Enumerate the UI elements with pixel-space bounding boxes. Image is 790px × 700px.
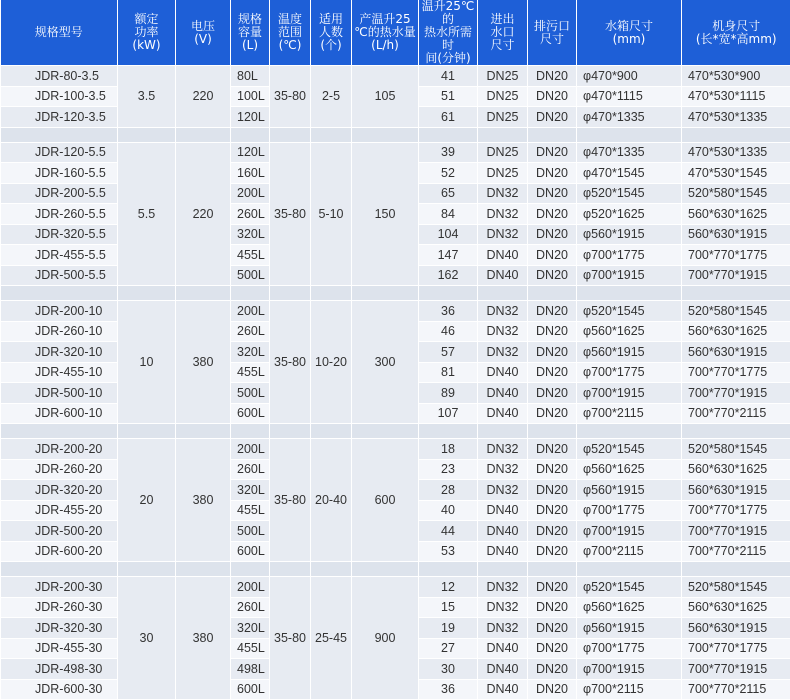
separator-cell	[478, 424, 528, 439]
inlet-size-cell: DN32	[478, 459, 528, 480]
model-cell: JDR-600-10	[1, 403, 118, 424]
tank-size-cell: φ560*1915	[577, 480, 682, 501]
inlet-size-cell: DN40	[478, 541, 528, 562]
capacity-cell: 320L	[231, 618, 270, 639]
tank-size-cell: φ700*1775	[577, 638, 682, 659]
capacity-cell: 500L	[231, 265, 270, 286]
column-header: 温升25℃的 热水所需时 间(分钟)	[419, 0, 478, 66]
separator-cell	[176, 562, 231, 577]
inlet-size-cell: DN40	[478, 362, 528, 383]
model-cell: JDR-600-20	[1, 541, 118, 562]
model-cell: JDR-320-10	[1, 342, 118, 363]
capacity-cell: 500L	[231, 521, 270, 542]
body-size-cell: 470*530*900	[682, 66, 790, 87]
model-cell: JDR-200-20	[1, 439, 118, 460]
column-header: 规格 容量 (L)	[231, 0, 270, 66]
heat-time-cell: 36	[419, 301, 478, 322]
tank-size-cell: φ700*2115	[577, 403, 682, 424]
model-cell: JDR-455-10	[1, 362, 118, 383]
inlet-size-cell: DN32	[478, 204, 528, 225]
flow-cell: 600	[352, 439, 419, 562]
separator-cell	[682, 562, 790, 577]
inlet-size-cell: DN32	[478, 439, 528, 460]
drain-size-cell: DN20	[528, 439, 577, 460]
temp-range-cell: 35-80	[270, 301, 311, 424]
tank-size-cell: φ560*1915	[577, 618, 682, 639]
capacity-cell: 200L	[231, 577, 270, 598]
inlet-size-cell: DN40	[478, 265, 528, 286]
heat-time-cell: 84	[419, 204, 478, 225]
inlet-size-cell: DN40	[478, 521, 528, 542]
model-cell: JDR-260-5.5	[1, 204, 118, 225]
body-size-cell: 700*770*1775	[682, 245, 790, 266]
temp-range-cell: 35-80	[270, 577, 311, 700]
drain-size-cell: DN20	[528, 163, 577, 184]
separator-cell	[478, 127, 528, 142]
column-header: 水箱尺寸 (mm)	[577, 0, 682, 66]
model-cell: JDR-498-30	[1, 659, 118, 680]
model-cell: JDR-260-30	[1, 597, 118, 618]
people-cell: 20-40	[311, 439, 352, 562]
body-size-cell: 560*630*1625	[682, 204, 790, 225]
tank-size-cell: φ470*1545	[577, 163, 682, 184]
heat-time-cell: 23	[419, 459, 478, 480]
people-cell: 2-5	[311, 66, 352, 128]
drain-size-cell: DN20	[528, 183, 577, 204]
capacity-cell: 80L	[231, 66, 270, 87]
voltage-cell: 220	[176, 66, 231, 128]
inlet-size-cell: DN40	[478, 679, 528, 700]
column-header: 额定 功率 (kW)	[118, 0, 176, 66]
heat-time-cell: 52	[419, 163, 478, 184]
heat-time-cell: 162	[419, 265, 478, 286]
model-cell: JDR-160-5.5	[1, 163, 118, 184]
tank-size-cell: φ520*1545	[577, 577, 682, 598]
tank-size-cell: φ700*1775	[577, 500, 682, 521]
drain-size-cell: DN20	[528, 577, 577, 598]
separator-cell	[419, 424, 478, 439]
model-cell: JDR-455-20	[1, 500, 118, 521]
body-size-cell: 700*770*2115	[682, 403, 790, 424]
drain-size-cell: DN20	[528, 521, 577, 542]
heat-time-cell: 27	[419, 638, 478, 659]
inlet-size-cell: DN32	[478, 480, 528, 501]
capacity-cell: 600L	[231, 679, 270, 700]
separator-cell	[528, 424, 577, 439]
separator-cell	[231, 562, 270, 577]
separator-cell	[1, 562, 118, 577]
power-cell: 30	[118, 577, 176, 700]
heat-time-cell: 51	[419, 86, 478, 107]
drain-size-cell: DN20	[528, 383, 577, 404]
heat-time-cell: 30	[419, 659, 478, 680]
tank-size-cell: φ700*1915	[577, 265, 682, 286]
capacity-cell: 600L	[231, 541, 270, 562]
table-row	[1, 439, 790, 460]
tank-size-cell: φ700*1775	[577, 245, 682, 266]
inlet-size-cell: DN40	[478, 245, 528, 266]
column-header: 适用 人数 (个)	[311, 0, 352, 66]
column-header: 进出 水口 尺寸	[478, 0, 528, 66]
table-row	[1, 301, 790, 322]
heat-time-cell: 28	[419, 480, 478, 501]
tank-size-cell: φ520*1545	[577, 439, 682, 460]
drain-size-cell: DN20	[528, 459, 577, 480]
drain-size-cell: DN20	[528, 245, 577, 266]
body-size-cell: 700*770*1915	[682, 521, 790, 542]
body-size-cell: 560*630*1915	[682, 618, 790, 639]
model-cell: JDR-200-30	[1, 577, 118, 598]
temp-range-cell: 35-80	[270, 66, 311, 128]
separator-cell	[118, 424, 176, 439]
separator-cell	[528, 127, 577, 142]
separator-cell	[270, 127, 311, 142]
body-size-cell: 520*580*1545	[682, 183, 790, 204]
body-size-cell: 560*630*1915	[682, 224, 790, 245]
separator-cell	[478, 286, 528, 301]
capacity-cell: 320L	[231, 224, 270, 245]
body-size-cell: 560*630*1625	[682, 321, 790, 342]
tank-size-cell: φ560*1915	[577, 224, 682, 245]
heat-time-cell: 41	[419, 66, 478, 87]
drain-size-cell: DN20	[528, 301, 577, 322]
inlet-size-cell: DN32	[478, 577, 528, 598]
capacity-cell: 455L	[231, 638, 270, 659]
model-cell: JDR-500-20	[1, 521, 118, 542]
column-header: 规格型号	[1, 0, 118, 66]
model-cell: JDR-100-3.5	[1, 86, 118, 107]
separator-cell	[176, 286, 231, 301]
heat-time-cell: 19	[419, 618, 478, 639]
model-cell: JDR-600-30	[1, 679, 118, 700]
tank-size-cell: φ700*2115	[577, 541, 682, 562]
inlet-size-cell: DN25	[478, 163, 528, 184]
heat-time-cell: 12	[419, 577, 478, 598]
heat-time-cell: 61	[419, 107, 478, 128]
drain-size-cell: DN20	[528, 86, 577, 107]
separator-cell	[577, 286, 682, 301]
inlet-size-cell: DN32	[478, 224, 528, 245]
drain-size-cell: DN20	[528, 500, 577, 521]
group-separator	[1, 562, 790, 577]
people-cell: 5-10	[311, 142, 352, 286]
separator-cell	[682, 424, 790, 439]
separator-cell	[352, 562, 419, 577]
tank-size-cell: φ700*1915	[577, 521, 682, 542]
separator-cell	[1, 286, 118, 301]
drain-size-cell: DN20	[528, 541, 577, 562]
tank-size-cell: φ520*1625	[577, 204, 682, 225]
power-cell: 5.5	[118, 142, 176, 286]
capacity-cell: 600L	[231, 403, 270, 424]
heat-time-cell: 46	[419, 321, 478, 342]
tank-size-cell: φ700*2115	[577, 679, 682, 700]
heat-time-cell: 107	[419, 403, 478, 424]
separator-cell	[311, 562, 352, 577]
heat-time-cell: 89	[419, 383, 478, 404]
capacity-cell: 455L	[231, 362, 270, 383]
heat-time-cell: 65	[419, 183, 478, 204]
model-cell: JDR-260-10	[1, 321, 118, 342]
body-size-cell: 560*630*1915	[682, 342, 790, 363]
separator-cell	[118, 286, 176, 301]
inlet-size-cell: DN25	[478, 86, 528, 107]
tank-size-cell: φ470*1335	[577, 142, 682, 163]
separator-cell	[419, 127, 478, 142]
drain-size-cell: DN20	[528, 679, 577, 700]
group-separator	[1, 424, 790, 439]
column-header: 温度 范围 (℃)	[270, 0, 311, 66]
power-cell: 3.5	[118, 66, 176, 128]
tank-size-cell: φ700*1775	[577, 362, 682, 383]
heat-time-cell: 18	[419, 439, 478, 460]
inlet-size-cell: DN40	[478, 659, 528, 680]
heat-time-cell: 53	[419, 541, 478, 562]
inlet-size-cell: DN32	[478, 301, 528, 322]
drain-size-cell: DN20	[528, 107, 577, 128]
model-cell: JDR-455-5.5	[1, 245, 118, 266]
separator-cell	[419, 286, 478, 301]
model-cell: JDR-320-20	[1, 480, 118, 501]
body-size-cell: 470*530*1335	[682, 107, 790, 128]
separator-cell	[478, 562, 528, 577]
drain-size-cell: DN20	[528, 480, 577, 501]
temp-range-cell: 35-80	[270, 439, 311, 562]
tank-size-cell: φ560*1625	[577, 597, 682, 618]
separator-cell	[352, 127, 419, 142]
voltage-cell: 380	[176, 301, 231, 424]
separator-cell	[419, 562, 478, 577]
tank-size-cell: φ470*1115	[577, 86, 682, 107]
separator-cell	[311, 424, 352, 439]
capacity-cell: 200L	[231, 301, 270, 322]
capacity-cell: 200L	[231, 439, 270, 460]
body-size-cell: 700*770*1775	[682, 362, 790, 383]
heat-time-cell: 15	[419, 597, 478, 618]
column-header: 排污口 尺寸	[528, 0, 577, 66]
heat-time-cell: 147	[419, 245, 478, 266]
separator-cell	[118, 127, 176, 142]
drain-size-cell: DN20	[528, 342, 577, 363]
separator-cell	[577, 424, 682, 439]
body-size-cell: 700*770*1775	[682, 638, 790, 659]
heat-time-cell: 44	[419, 521, 478, 542]
heat-time-cell: 81	[419, 362, 478, 383]
tank-size-cell: φ470*1335	[577, 107, 682, 128]
model-cell: JDR-500-5.5	[1, 265, 118, 286]
inlet-size-cell: DN32	[478, 342, 528, 363]
power-cell: 20	[118, 439, 176, 562]
heat-time-cell: 39	[419, 142, 478, 163]
tank-size-cell: φ470*900	[577, 66, 682, 87]
people-cell: 25-45	[311, 577, 352, 700]
voltage-cell: 380	[176, 439, 231, 562]
body-size-cell: 700*770*1915	[682, 383, 790, 404]
tank-size-cell: φ700*1915	[577, 383, 682, 404]
capacity-cell: 260L	[231, 321, 270, 342]
separator-cell	[352, 286, 419, 301]
inlet-size-cell: DN25	[478, 66, 528, 87]
tank-size-cell: φ520*1545	[577, 183, 682, 204]
inlet-size-cell: DN32	[478, 183, 528, 204]
heat-time-cell: 36	[419, 679, 478, 700]
column-header: 产温升25 ℃的热水量 (L/h)	[352, 0, 419, 66]
model-cell: JDR-320-30	[1, 618, 118, 639]
drain-size-cell: DN20	[528, 362, 577, 383]
separator-cell	[270, 424, 311, 439]
capacity-cell: 498L	[231, 659, 270, 680]
capacity-cell: 455L	[231, 500, 270, 521]
model-cell: JDR-200-10	[1, 301, 118, 322]
voltage-cell: 220	[176, 142, 231, 286]
separator-cell	[682, 127, 790, 142]
separator-cell	[352, 424, 419, 439]
model-cell: JDR-200-5.5	[1, 183, 118, 204]
model-cell: JDR-500-10	[1, 383, 118, 404]
table-row	[1, 577, 790, 598]
flow-cell: 105	[352, 66, 419, 128]
body-size-cell: 700*770*1915	[682, 659, 790, 680]
capacity-cell: 120L	[231, 142, 270, 163]
capacity-cell: 200L	[231, 183, 270, 204]
separator-cell	[176, 424, 231, 439]
capacity-cell: 100L	[231, 86, 270, 107]
separator-cell	[528, 562, 577, 577]
capacity-cell: 320L	[231, 480, 270, 501]
body-size-cell: 700*770*1915	[682, 265, 790, 286]
inlet-size-cell: DN25	[478, 107, 528, 128]
body-size-cell: 700*770*2115	[682, 679, 790, 700]
model-cell: JDR-80-3.5	[1, 66, 118, 87]
drain-size-cell: DN20	[528, 224, 577, 245]
drain-size-cell: DN20	[528, 659, 577, 680]
tank-size-cell: φ560*1915	[577, 342, 682, 363]
body-size-cell: 520*580*1545	[682, 301, 790, 322]
body-size-cell: 470*530*1545	[682, 163, 790, 184]
inlet-size-cell: DN32	[478, 597, 528, 618]
body-size-cell: 560*630*1625	[682, 459, 790, 480]
heat-time-cell: 57	[419, 342, 478, 363]
drain-size-cell: DN20	[528, 204, 577, 225]
tank-size-cell: φ700*1915	[577, 659, 682, 680]
capacity-cell: 260L	[231, 459, 270, 480]
body-size-cell: 560*630*1625	[682, 597, 790, 618]
flow-cell: 900	[352, 577, 419, 700]
separator-cell	[311, 286, 352, 301]
drain-size-cell: DN20	[528, 66, 577, 87]
capacity-cell: 455L	[231, 245, 270, 266]
model-cell: JDR-320-5.5	[1, 224, 118, 245]
separator-cell	[1, 127, 118, 142]
drain-size-cell: DN20	[528, 321, 577, 342]
flow-cell: 300	[352, 301, 419, 424]
separator-cell	[528, 286, 577, 301]
tank-size-cell: φ560*1625	[577, 321, 682, 342]
separator-cell	[311, 127, 352, 142]
drain-size-cell: DN20	[528, 597, 577, 618]
capacity-cell: 500L	[231, 383, 270, 404]
separator-cell	[682, 286, 790, 301]
model-cell: JDR-120-5.5	[1, 142, 118, 163]
inlet-size-cell: DN25	[478, 142, 528, 163]
separator-cell	[577, 127, 682, 142]
inlet-size-cell: DN40	[478, 638, 528, 659]
drain-size-cell: DN20	[528, 618, 577, 639]
model-cell: JDR-455-30	[1, 638, 118, 659]
group-separator	[1, 127, 790, 142]
separator-cell	[270, 562, 311, 577]
column-header: 电压 (V)	[176, 0, 231, 66]
table-body	[1, 66, 790, 700]
body-size-cell: 700*770*2115	[682, 541, 790, 562]
table-header-row	[1, 0, 790, 66]
capacity-cell: 260L	[231, 204, 270, 225]
capacity-cell: 120L	[231, 107, 270, 128]
model-cell: JDR-260-20	[1, 459, 118, 480]
drain-size-cell: DN20	[528, 265, 577, 286]
model-cell: JDR-120-3.5	[1, 107, 118, 128]
group-separator	[1, 286, 790, 301]
separator-cell	[118, 562, 176, 577]
drain-size-cell: DN20	[528, 638, 577, 659]
inlet-size-cell: DN40	[478, 500, 528, 521]
inlet-size-cell: DN40	[478, 383, 528, 404]
separator-cell	[231, 424, 270, 439]
table-row	[1, 66, 790, 87]
flow-cell: 150	[352, 142, 419, 286]
drain-size-cell: DN20	[528, 142, 577, 163]
inlet-size-cell: DN40	[478, 403, 528, 424]
body-size-cell: 520*580*1545	[682, 577, 790, 598]
body-size-cell: 700*770*1775	[682, 500, 790, 521]
people-cell: 10-20	[311, 301, 352, 424]
inlet-size-cell: DN32	[478, 618, 528, 639]
tank-size-cell: φ560*1625	[577, 459, 682, 480]
drain-size-cell: DN20	[528, 403, 577, 424]
body-size-cell: 470*530*1115	[682, 86, 790, 107]
separator-cell	[1, 424, 118, 439]
temp-range-cell: 35-80	[270, 142, 311, 286]
capacity-cell: 320L	[231, 342, 270, 363]
heat-time-cell: 104	[419, 224, 478, 245]
separator-cell	[176, 127, 231, 142]
table-row	[1, 142, 790, 163]
capacity-cell: 160L	[231, 163, 270, 184]
separator-cell	[231, 286, 270, 301]
body-size-cell: 470*530*1335	[682, 142, 790, 163]
separator-cell	[231, 127, 270, 142]
body-size-cell: 520*580*1545	[682, 439, 790, 460]
heat-time-cell: 40	[419, 500, 478, 521]
separator-cell	[577, 562, 682, 577]
body-size-cell: 560*630*1915	[682, 480, 790, 501]
capacity-cell: 260L	[231, 597, 270, 618]
separator-cell	[270, 286, 311, 301]
power-cell: 10	[118, 301, 176, 424]
column-header: 机身尺寸 (长*宽*高mm)	[682, 0, 790, 66]
inlet-size-cell: DN32	[478, 321, 528, 342]
voltage-cell: 380	[176, 577, 231, 700]
tank-size-cell: φ520*1545	[577, 301, 682, 322]
